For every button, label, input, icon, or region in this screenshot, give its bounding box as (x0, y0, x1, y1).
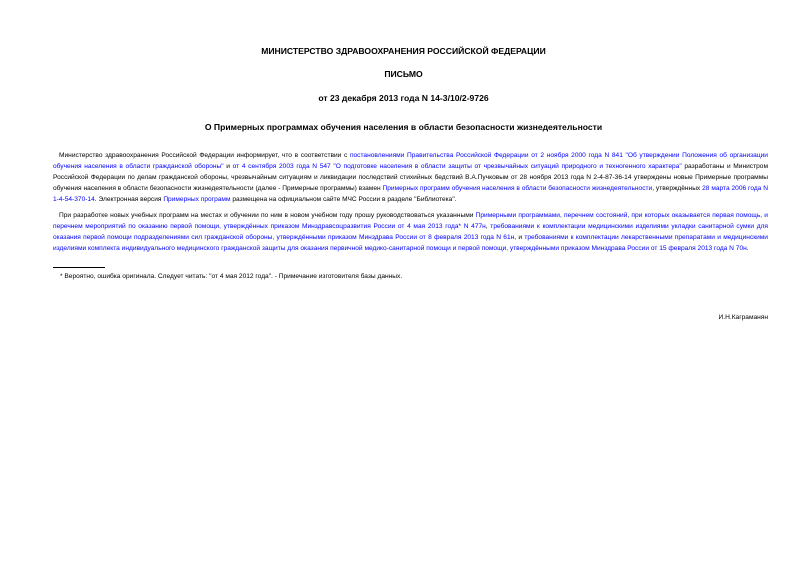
paragraph-text: размещена на официальном сайте МЧС России в разделе "Библиотека". (230, 196, 457, 203)
paragraph-text: разработаны и Министром Российской Федерации по делам гражданской обороны, чрезвычайным ситуациям и ликвидации последствий стихийных бедствий В.А.Пучковым от 28 ноября 2013 года N 2-4-87-36-14 утверждены новые Примерные программы обучения населения в области безопасности жизнедеятельности (далее - Примерные программы) взамен (53, 163, 768, 192)
ministry-name: МИНИСТЕРСТВО ЗДРАВООХРАНЕНИЯ РОССИЙСКОЙ ФЕДЕРАЦИИ (261, 46, 546, 56)
footnote-divider (53, 267, 105, 268)
link-sample-programs[interactable]: Примерных программ (163, 196, 231, 203)
paragraph-text: При разработке новых учебных программ на местах и обучении по ним в новом учебном году прошу руководствоваться указанными (59, 212, 476, 219)
link-previous-programs[interactable]: Примерных программ обучения населения в области безопасности жизнедеятельности (382, 185, 653, 192)
paragraph-text: и (223, 163, 233, 170)
body-paragraph-1 (53, 150, 768, 205)
document-type: ПИСЬМО (384, 69, 423, 79)
body-paragraph-2 (53, 210, 768, 254)
paragraph-text: , и (514, 234, 525, 241)
paragraph-text: Министерство здравоохранения Российской Федерации информирует, что в соответствии с (59, 152, 350, 159)
document-date-number: от 23 декабря 2013 года N 14-3/10/2-9726 (318, 93, 489, 103)
link-government-decree-547[interactable]: от 4 сентября 2003 года N 547 "О подготовке населения в области защиты от чрезвычайных ситуаций природного и техногенного характера" (232, 163, 682, 170)
footnote: * Вероятно, ошибка оригинала. Следует читать: "от 4 мая 2012 года". - Примечание изготовителя базы данных. (60, 273, 403, 280)
signature: И.Н.Каграманян (718, 314, 768, 321)
link-order-477n[interactable]: Примерными программами, перечнем состояний, при которых оказывается первая помощь, и перечнем мероприятий по оказанию первой помощи, утверждённых приказом Минздравсоцразвития России от 4 мая 2013 года* N 477н (53, 212, 768, 230)
link-order-70n[interactable]: требованиями к комплектации лекарственными препаратами и медицинскими изделиями комплекта индивидуального медицинского гражданской защиты для оказания первичной медико-санитарной помощи и первой помощи, утверждёнными приказом Минздрава России от 15 февраля 2013 года N 70н (53, 234, 768, 252)
paragraph-text: , (485, 223, 491, 230)
link-approval-2006[interactable]: 28 марта 2006 года N 1-4-54-370-14 (53, 185, 768, 203)
paragraph-text: . Электронная версия (94, 196, 164, 203)
link-order-61n[interactable]: требованиями к комплектации медицинскими изделиями укладки санитарной сумки для оказания первой помощи подразделениями сил гражданской обороны, утверждёнными приказом Минздрава России от 8 февраля 2013 года N 61н (53, 223, 768, 241)
link-government-decree-841[interactable]: постановлениями Правительства Российской Федерации от 2 ноября 2000 года N 841 "Об утверждении Положения об организации обучения населения в области гражданской обороны" (53, 152, 768, 170)
paragraph-text: , утверждённых (652, 185, 703, 192)
document-subject: О Примерных программах обучения населения в области безопасности жизнедеятельности (204, 122, 603, 132)
paragraph-text: . (746, 245, 749, 252)
